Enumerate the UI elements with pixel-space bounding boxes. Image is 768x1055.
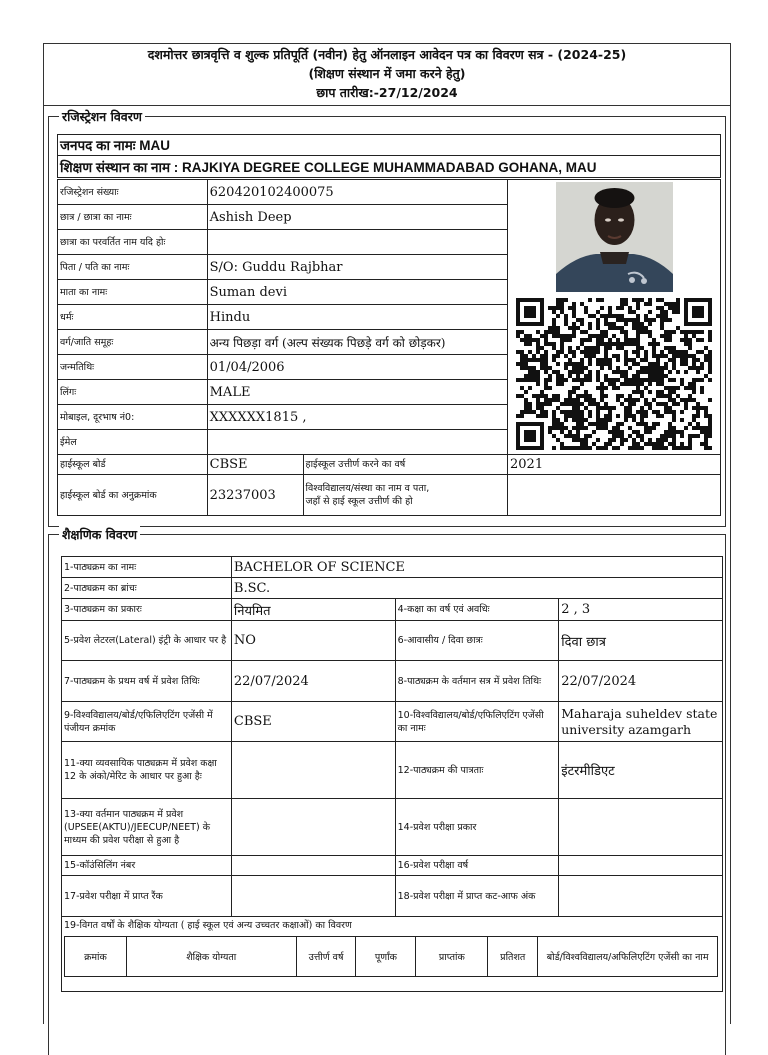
hs-univ-label-line1: विश्वविद्यालय/संस्था का नाम व पता, <box>305 483 430 494</box>
form-title: दशमोत्तर छात्रवृत्ति व शुल्क प्रतिपूर्ति (नवीन) हेतु ऑनलाइन आवेदन पत्र का विवरण सत्र - (2024-25) <box>147 47 627 62</box>
lateral-value: NO <box>231 621 395 661</box>
print-date: छाप तारीख:-27/12/2024 <box>316 85 458 100</box>
rank-label: 17-प्रवेश परीक्षा में प्राप्त रैंक <box>62 876 232 917</box>
district-name: जनपद का नामः MAU <box>58 135 721 156</box>
institute-name: शिक्षण संस्थान का नाम : RAJKIYA DEGREE COLLEGE MUHAMMADABAD GOHANA, MAU <box>58 156 721 178</box>
current-session-date-label: 8-पाठ्यक्रम के वर्तमान सत्र में प्रवेश तिथिः <box>395 661 559 702</box>
counselling-label: 15-कॉउंसिलिंग नंबर <box>62 856 232 876</box>
caste-value: अन्य पिछड़ा वर्ग (अल्प संख्यक पिछड़े वर्ग को छोड़कर) <box>207 330 507 355</box>
current-session-date-value: 22/07/2024 <box>559 661 723 702</box>
eligibility-value: इंटरमीडिएट <box>559 742 723 799</box>
email-value <box>207 430 507 455</box>
mobile-value: XXXXXX1815 , <box>207 405 507 430</box>
branch-label: 2-पाठ्यक्रम का ब्रांचः <box>62 578 232 599</box>
prev-quals-header: क्रमांक <box>65 937 127 977</box>
hs-board-value: CBSE <box>207 455 303 475</box>
academic-details-table <box>61 556 723 992</box>
class-year-label: 4-कक्षा का वर्ष एवं अवधिः <box>395 599 559 621</box>
agency-value: Maharaja suheldev state university azamgarh <box>559 702 723 742</box>
caste-label: वर्ग/जाति समूहः <box>58 330 208 355</box>
qr-code <box>516 298 712 450</box>
cutoff-label: 18-प्रवेश परीक्षा में प्राप्त कट-आफ अंक <box>395 876 559 917</box>
prev-quals-header: प्रतिशत <box>488 937 538 977</box>
branch-value: B.SC. <box>231 578 722 599</box>
reg-label: रजिस्ट्रेशन संख्याः <box>58 180 208 205</box>
changed-name-label: छात्रा का परवर्तित नाम यदि होः <box>58 230 208 255</box>
exam-value <box>231 799 395 856</box>
class-year-value: 2 , 3 <box>559 599 723 621</box>
course-type-label: 3-पाठ्यक्रम का प्रकारः <box>62 599 232 621</box>
first-year-date-value: 22/07/2024 <box>231 661 395 702</box>
prev-quals-cell <box>62 917 723 992</box>
exam-type-value <box>559 799 723 856</box>
changed-name-value <box>207 230 507 255</box>
counselling-value <box>231 856 395 876</box>
prev-quals-header: बोर्ड/विश्वविद्यालय/अफिलिएटिंग एजेंसी का नाम <box>538 937 718 977</box>
student-photo <box>556 182 673 292</box>
application-form <box>43 43 731 1024</box>
registration-legend: रजिस्ट्रेशन विवरण <box>59 108 145 125</box>
cutoff-value <box>559 876 723 917</box>
dob-label: जन्मतिथिः <box>58 355 208 380</box>
hs-univ-value <box>508 475 721 516</box>
registration-district-table <box>57 134 721 178</box>
gender-label: लिंगः <box>58 380 208 405</box>
hs-univ-label <box>303 475 507 516</box>
prev-quals-table <box>64 936 718 977</box>
mobile-label: मोबाइल, दूरभाष नं0: <box>58 405 208 430</box>
prev-quals-label: 19-विगत वर्षों के शैक्षिक योग्यता ( हाई स्कूल एवं अन्य उच्चतर कक्षाओं) का विवरण <box>64 920 352 931</box>
academic-section <box>48 527 726 1055</box>
hs-year-value: 2021 <box>508 455 721 475</box>
academic-legend: शैक्षणिक विवरण <box>59 526 140 543</box>
prev-quals-header: पूर्णांक <box>356 937 416 977</box>
father-name-value: S/O: Guddu Rajbhar <box>207 255 507 280</box>
hs-univ-label-line2: जहाँ से हाई स्कूल उत्तीर्ण की हो <box>305 496 413 507</box>
rank-value <box>231 876 395 917</box>
exam-year-label: 16-प्रवेश परीक्षा वर्ष <box>395 856 559 876</box>
prev-quals-header: प्राप्तांक <box>416 937 488 977</box>
religion-value: Hindu <box>207 305 507 330</box>
exam-label: 13-क्या वर्तमान पाठ्यक्रम में प्रवेश (UPSEE(AKTU)/JEECUP/NEET) के माध्यम की प्रवेश परीक्षा से हुआ है <box>62 799 232 856</box>
reg-no-value: CBSE <box>231 702 395 742</box>
student-name-value: Ashish Deep <box>207 205 507 230</box>
form-subtitle: (शिक्षण संस्थान में जमा करने हेतु) <box>308 66 466 81</box>
hs-roll-value: 23237003 <box>207 475 303 516</box>
student-name-label: छात्र / छात्रा का नामः <box>58 205 208 230</box>
father-name-label: पिता / पति का नामः <box>58 255 208 280</box>
merit-value <box>231 742 395 799</box>
residential-value: दिवा छात्र <box>559 621 723 661</box>
lateral-label: 5-प्रवेश लेटरल(Lateral) इंट्री के आधार पर है <box>62 621 232 661</box>
exam-year-value <box>559 856 723 876</box>
form-header <box>44 44 730 106</box>
mother-name-label: माता का नामः <box>58 280 208 305</box>
first-year-date-label: 7-पाठ्यक्रम के प्रथम वर्ष में प्रवेश तिथिः <box>62 661 232 702</box>
registration-section <box>48 109 726 527</box>
eligibility-label: 12-पाठ्यक्रम की पात्रताः <box>395 742 559 799</box>
dob-value: 01/04/2006 <box>207 355 507 380</box>
email-label: ईमेल <box>58 430 208 455</box>
registration-details-table <box>57 179 721 516</box>
gender-value: MALE <box>207 380 507 405</box>
hs-year-label: हाईस्कूल उत्तीर्ण करने का वर्ष <box>303 455 507 475</box>
mother-name-value: Suman devi <box>207 280 507 305</box>
agency-label: 10-विश्वविद्यालय/बोर्ड/एफिलिएटिंग एजेंसी का नामः <box>395 702 559 742</box>
course-type-value: नियमित <box>231 599 395 621</box>
course-name-label: 1-पाठ्यक्रम का नामः <box>62 557 232 578</box>
reg-value: 620420102400075 <box>207 180 507 205</box>
exam-type-label: 14-प्रवेश परीक्षा प्रकार <box>395 799 559 856</box>
hs-roll-label: हाईस्कूल बोर्ड का अनुक्रमांक <box>58 475 208 516</box>
prev-quals-header: शैक्षिक योग्यता <box>126 937 296 977</box>
residential-label: 6-आवासीय / दिवा छात्रः <box>395 621 559 661</box>
reg-no-label: 9-विश्वविद्यालय/बोर्ड/एफिलिएटिंग एजेंसी में पंजीयन क्रमांक <box>62 702 232 742</box>
religion-label: धर्मः <box>58 305 208 330</box>
prev-quals-header: उत्तीर्ण वर्ष <box>296 937 356 977</box>
course-name-value: BACHELOR OF SCIENCE <box>231 557 722 578</box>
photo-qr-cell <box>508 180 721 455</box>
hs-board-label: हाईस्कूल बोर्ड <box>58 455 208 475</box>
merit-label: 11-क्या व्यवसायिक पाठ्यक्रम में प्रवेश कक्षा 12 के अंको/मेरिट के आधार पर हुआ हैः <box>62 742 232 799</box>
